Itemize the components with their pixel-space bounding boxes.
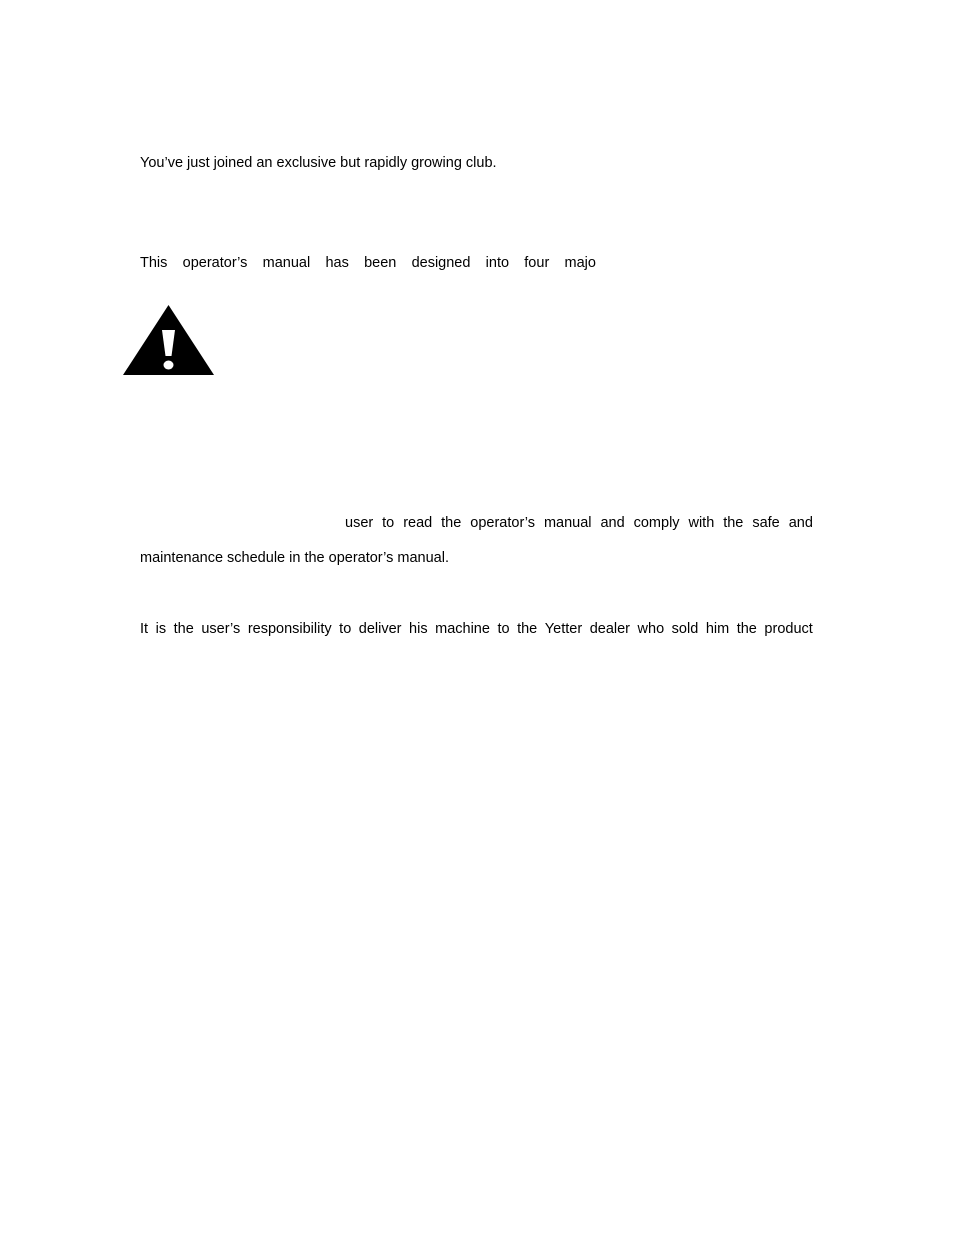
word: to — [497, 621, 510, 637]
word: four — [524, 255, 550, 271]
word: dealer — [589, 621, 630, 637]
word: been — [364, 255, 397, 271]
word: operator’s — [182, 255, 248, 271]
word: deliver — [358, 621, 402, 637]
word: to — [339, 621, 352, 637]
word: his — [409, 621, 428, 637]
word: the — [723, 515, 744, 531]
word: read — [403, 515, 433, 531]
responsibility-paragraph — [140, 620, 813, 638]
warning-triangle-icon — [122, 304, 215, 376]
word: manual — [262, 255, 311, 271]
word: This — [140, 255, 168, 271]
word: the — [441, 515, 462, 531]
word: the — [736, 621, 757, 637]
word: and — [788, 515, 813, 531]
word: the — [173, 621, 194, 637]
word: It — [140, 621, 149, 637]
word: with — [688, 515, 715, 531]
word: the — [517, 621, 538, 637]
word: is — [155, 621, 167, 637]
word: Yetter — [544, 621, 583, 637]
word: to — [382, 515, 395, 531]
word: majo — [564, 255, 596, 271]
word: machine — [435, 621, 490, 637]
user-paragraph-line1 — [345, 514, 813, 532]
word: user — [345, 515, 374, 531]
word: into — [485, 255, 510, 271]
word: sold — [671, 621, 699, 637]
user-paragraph-line2: maintenance schedule in the operator’s manual. — [140, 550, 449, 566]
word: who — [637, 621, 665, 637]
intro-paragraph: You’ve just joined an exclusive but rapidly growing club. — [140, 155, 497, 171]
word: responsibility — [247, 621, 332, 637]
word: designed — [411, 255, 471, 271]
word: product — [764, 621, 813, 637]
word: and — [600, 515, 625, 531]
word: manual — [543, 515, 592, 531]
manual-paragraph — [140, 254, 596, 272]
word: comply — [633, 515, 680, 531]
word: has — [325, 255, 349, 271]
word: safe — [752, 515, 780, 531]
word: user’s — [201, 621, 241, 637]
word: him — [705, 621, 730, 637]
word: operator’s — [470, 515, 536, 531]
